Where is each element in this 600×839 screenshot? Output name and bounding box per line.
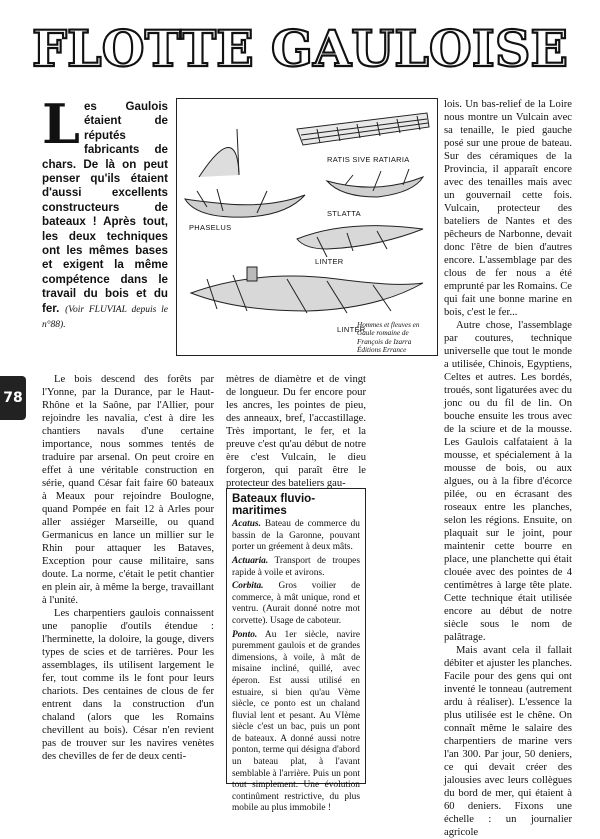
drop-cap: L [42, 92, 80, 156]
col3-paragraph-3: Mais avant cela il fallait débiter et ajuster les planches. Facile pour des gens qui ont inventé le tonneau (autrement ardu à réaliser). L'essence la plus utilisée est le chêne. On connaît même le salaire des charpentiers de marine vers l'an 300. Par jour, 50 deniers, ce qui devait créer des jalousies avec leurs collègues du bord de mer, qui étaient à 60 deniers. Fixons une échelle : un journalier agricole [444, 645, 572, 838]
column-3 [444, 98, 572, 839]
glossary-term: Acatus. [232, 519, 261, 530]
phaselus-drawing [185, 129, 305, 217]
label-linter-2: LINTER [337, 325, 366, 334]
label-phaselus: PHASELUS [189, 223, 232, 232]
boats-illustration [176, 98, 438, 356]
linter-drawing-2 [191, 267, 423, 313]
page-number-badge: 78 [0, 376, 26, 420]
glossary-term: Ponto. [232, 629, 258, 640]
col3-paragraph-2: Autre chose, l'assemblage par coutures, technique universelle que tout le monde a utilisée, Chinois, Egyptiens, Celtes et autres. Les bordés, troués, sont ligaturées avec du jonc ou du fil de lin. On bouche ensuite les trous avec de la sciure et de la mousse. Les Gaulois calfataient à la mousse, et spécialement à la mousse de bois, ou aux algues, ou à la fibre d'écorce pilée, ou en écrasant des roseaux entre les planches, selon les régions. Ensuite, on plaquait sur le joint, pour maintenir cette bourre en place, une planchette qui était clouée avec des pointes de 4 centimètres à large tête plate. Cette technique était utilisée encore au début de notre siècle sous le nom de palâtrage. [444, 320, 572, 643]
glossary-item: Ponto. Au 1er siècle, navire puremment gaulois et de grandes dimensions, à voile, à mât de misaine incliné, quillé, avec éperon. Est aussi utilisé en estuaire, si bien qu'au Vème siècle, ce ponto est un chaland fluvial lent et pesant. Au VIème siècle c'est un bac, puis un pont de bateaux. A donné aussi notre ponton, terme qui désigna d'abord un bateau plat, à l'avant semblable à l'arrière. Puis un pont tout simplement. Une évolution continûment restrictive, du plus mobile au plus immobile ! [232, 629, 360, 814]
col1-paragraph-1: Le bois descend des forêts par l'Yonne, par la Durance, par le Haut-Rhône et la Saône, par l'Allier, pour rejoindre les navalia, c'est à dire les chantiers navals d'une certaine importance, nous sommes tentés de traduire par arsenal. On peut croire en effet à une véritable construction en série, quand César fait faire 60 bateaux à Meaux pour rejoindre Boulogne, quand Pompée en fait 12 à Arles pour aller assiéger Marseille, ou quand Germanicus en lance un millier sur le Rhin pour attaquer les Bataves, Exception pour cause militaire, sans doute. La norme, c'était le petit chantier en plein air, à même la berge, travaillant à l'unité. [42, 374, 214, 606]
stlatta-drawing [327, 169, 423, 197]
label-stlatta: STLATTA [327, 209, 361, 218]
page-title-text: FLOTTE GAULOISE [32, 19, 568, 74]
label-ratis: RATIS SIVE RATIARIA [327, 155, 410, 164]
col2-paragraph-1: mètres de diamètre et de vingt de longueur. Du fer encore pour les ancres, les pointes de pieu, des anneaux, bref, l'accastillage. Très important, le fer, et la preuve c'est qu'au début de notre ère c'est Vulcain, le dieu forgeron, qui paraît être le protecteur des bateliers gau- [226, 374, 366, 489]
page-title [28, 18, 572, 74]
glossary-title: Bateaux fluvio-maritimes [232, 492, 316, 517]
glossary-box [226, 488, 366, 814]
glossary-item: Actuaria. Transport de troupes rapide à voile et avirons. [232, 555, 360, 578]
intro-note: (Voir FLUVIAL depuis le n°88). [42, 304, 168, 331]
glossary-item: Corbita. Gros voilier de commerce, à mât unique, rond et ventru. (Aurait donné notre mot corvette). Usage de caboteur. [232, 581, 360, 626]
glossary-term: Corbita. [232, 581, 264, 592]
linter-drawing-1 [297, 226, 423, 257]
intro-text: es Gaulois étaient de réputés fabricants de chars. De là on peut penser qu'ils étaient d'aussi excellents constructeurs de bateaux ! Après tout, les deux techniques ont les mêmes bases et exigent la même compétence dans le travail du bois et du fer. [42, 100, 168, 315]
column-1 [42, 373, 214, 763]
col3-paragraph-1: lois. Un bas-relief de la Loire nous montre un Vulcain avec sa tenaille, le pied gauche posé sur une proue de bateau. Sur des céramiques de la Provincia, il apparaît encore avec des tenailles mais avec un gouvernail cette fois. Vulcain, protecteur des bateliers de Nantes et des pêcheurs de Narbonne, devait donc l'être de bien d'autres encore. L'assemblage par des clous de fer nous a été emprunté par les Romains. Ce qui fait une bonne marine en bois, c'est le fer... [444, 99, 572, 318]
raft-drawing [297, 113, 429, 145]
glossary-term: Actuaria. [232, 555, 269, 566]
label-linter-1: LINTER [315, 257, 344, 266]
intro-paragraph [42, 92, 168, 333]
glossary-item: Acatus. Bateau de commerce du bassin de la Garonne, pouvant porter un gréement à deux mâts. [232, 519, 360, 553]
figure-caption: Hommes et fleuves en Gaule romaine de François de Izarra Éditions Errance [357, 321, 420, 355]
column-2 [226, 373, 366, 490]
col1-paragraph-2: Les charpentiers gaulois connaissent une panoplie d'outils étendue : l'herminette, la doloire, la gouge, divers types de scies et de tarrières. Pour les assemblages, ils utilisent largement le fer, tout comme ils le font pour leurs chariots. Des centaines de clous de fer entrent dans la construction d'un chaland (alors que les Romains chevillent au bois). César n'en revient pas de trouver sur les navires venètes des chevilles de fer de deux centi- [42, 608, 214, 762]
